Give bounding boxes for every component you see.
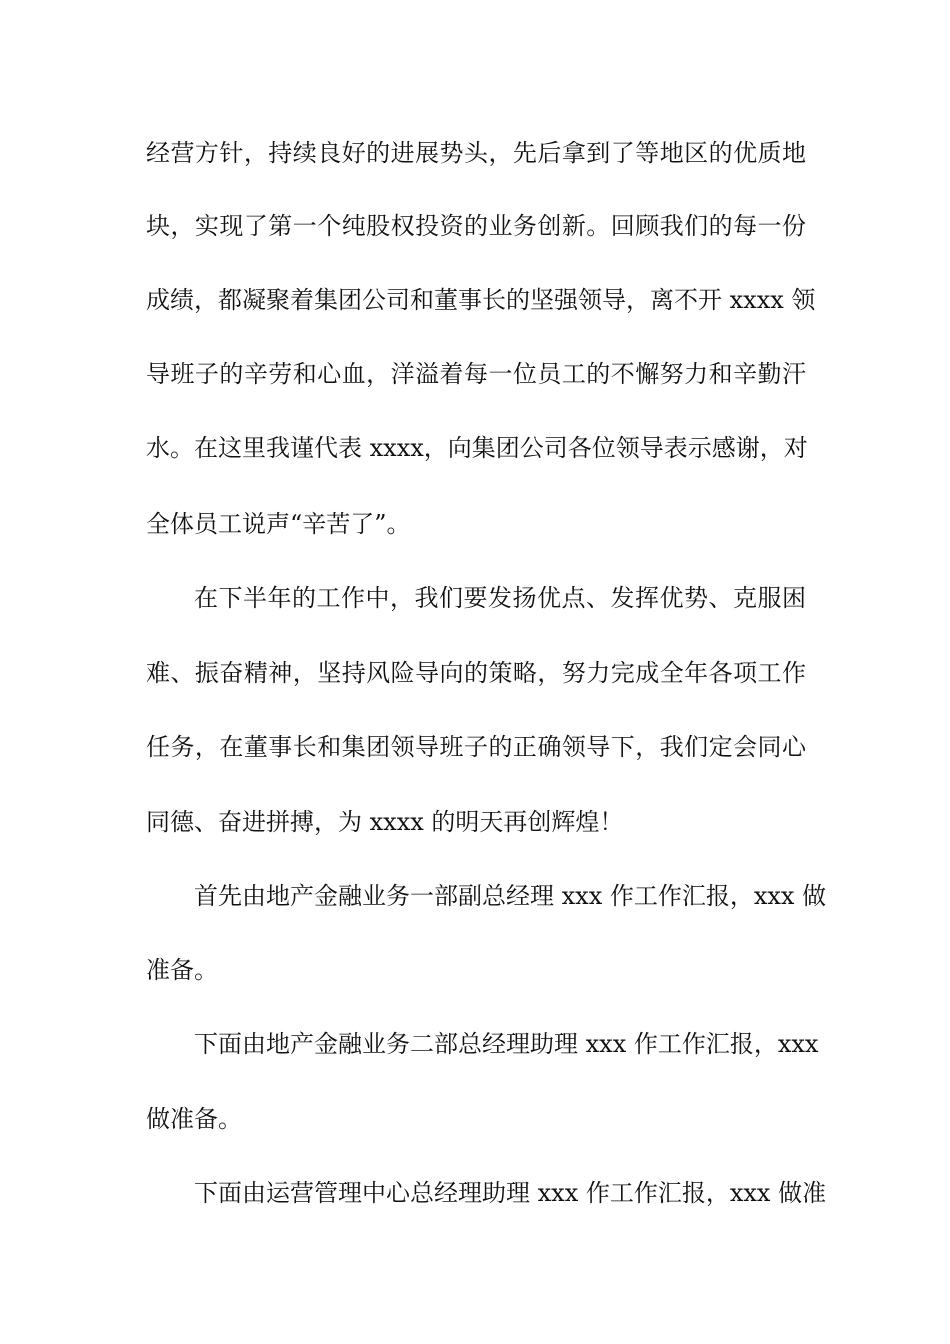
text-line: 块，实现了第一个纯股权投资的业务创新。回顾我们的每一份 bbox=[146, 212, 806, 240]
text-line: 经营方针，持续良好的进展势头，先后拿到了等地区的优质地 bbox=[146, 139, 806, 167]
text-line: 下面由运营管理中心总经理助理 xxx 作工作汇报，xxx 做准 bbox=[194, 1179, 827, 1207]
text-line: 准备。 bbox=[146, 956, 218, 984]
text-line: 任务，在董事长和集团领导班子的正确领导下，我们定会同心 bbox=[146, 733, 806, 761]
text-line: 成绩，都凝聚着集团公司和董事长的坚强领导，离不开 xxxx 领 bbox=[146, 286, 816, 314]
text-line: 做准备。 bbox=[146, 1105, 242, 1133]
text-line: 水。在这里我谨代表 xxxx，向集团公司各位领导表示感谢，对 bbox=[146, 434, 808, 462]
text-line: 下面由地产金融业务二部总经理助理 xxx 作工作汇报，xxx bbox=[194, 1030, 819, 1058]
text-line: 难、振奋精神，坚持风险导向的策略，努力完成全年各项工作 bbox=[146, 659, 806, 687]
text-line: 全体员工说声“辛苦了”。 bbox=[146, 510, 411, 538]
text-line: 导班子的辛劳和心血，洋溢着每一位员工的不懈努力和辛勤汗 bbox=[146, 360, 806, 388]
text-line: 在下半年的工作中，我们要发扬优点、发挥优势、克服困 bbox=[194, 584, 806, 612]
text-line: 首先由地产金融业务一部副总经理 xxx 作工作汇报，xxx 做 bbox=[194, 882, 827, 910]
text-line: 同德、奋进拼搏，为 xxxx 的明天再创辉煌！ bbox=[146, 808, 624, 836]
